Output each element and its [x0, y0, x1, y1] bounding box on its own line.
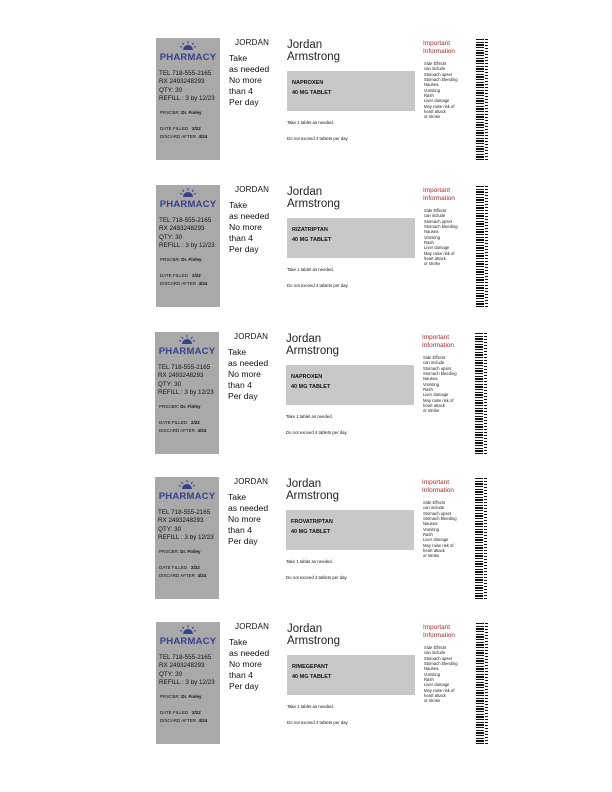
side-effects	[422, 355, 472, 413]
telephone: TEL 718-555-2165	[159, 654, 212, 661]
warning-text: Do not exceed 4 tablets per day.	[287, 720, 349, 725]
pharmacy-logo	[156, 38, 220, 68]
patient-name	[287, 187, 417, 210]
prescriber-name: Dr. Finley	[181, 257, 202, 262]
pharmacy-logo	[155, 332, 219, 362]
pharmacy-logo	[155, 477, 219, 507]
pharmacy-logo	[156, 185, 220, 215]
patient-name	[286, 334, 416, 357]
refill: REFILL : 3 by 12/23	[158, 533, 214, 541]
side-effect-line: can include	[423, 360, 445, 366]
dates	[159, 564, 206, 580]
sun-icon	[180, 41, 196, 50]
telephone: TEL 718-555-2165	[158, 509, 211, 516]
important-line: Important	[423, 624, 450, 631]
drug-name: RIMEGEPANT	[292, 664, 329, 670]
date-filled: 2/22	[191, 273, 201, 278]
direction-text: Take 1 tablet as needed.	[286, 559, 333, 564]
side-effect-line: Rash	[424, 92, 434, 98]
instructions	[229, 200, 284, 255]
warning-text: Do not exceed 4 tablets per day.	[286, 575, 348, 580]
direction-text: Take 1 tablet as needed.	[287, 704, 334, 709]
refill: REFILL : 3 by 12/23	[159, 678, 215, 686]
pharmacy-panel	[155, 332, 219, 454]
prescription-label	[156, 38, 496, 160]
side-effect-line: heart attack	[424, 108, 446, 114]
side-effect-line: Stomach bleeding	[423, 371, 457, 377]
drug-box	[287, 655, 415, 695]
drug-column	[287, 40, 417, 141]
discard-date: 4/24	[197, 428, 207, 433]
side-effect-line: Rash	[423, 386, 433, 392]
dates	[160, 709, 207, 725]
side-effect-line: May raise risk of	[424, 103, 455, 109]
instruction-line: Take	[228, 347, 247, 357]
prescriber	[160, 110, 202, 115]
prescriber-label: PRSCBR:	[160, 694, 181, 699]
date-filled-label: DATE FILLED	[159, 565, 188, 570]
pharmacy-panel	[156, 38, 220, 160]
barcode-icon	[475, 332, 483, 454]
side-effect-line: Nausea	[424, 229, 439, 235]
side-effects	[423, 61, 473, 119]
side-effect-line: Vomiting	[424, 671, 441, 677]
discard-date: 4/24	[198, 134, 208, 139]
side-effect-line: Vomiting	[423, 381, 440, 387]
dates	[159, 419, 206, 435]
prescriber-name: Dr. Finley	[180, 549, 201, 554]
drug-strength: 40 MG TABLET	[292, 674, 332, 680]
prescription-label	[155, 477, 495, 599]
side-effect-line: Stomach bleeding	[423, 516, 457, 522]
side-effect-line: can include	[424, 213, 446, 219]
drug-box	[287, 218, 415, 258]
side-effect-line: Side Effects	[424, 208, 447, 214]
prescriber-name: Dr. Finley	[180, 404, 201, 409]
information-line: Information	[422, 486, 454, 494]
patient-name-first: Jordan	[287, 186, 323, 198]
info-column	[422, 479, 472, 558]
instruction-line: Take	[229, 53, 248, 63]
side-effect-line: heart attack	[423, 402, 445, 408]
direction-text: Take 1 tablet as needed.	[287, 120, 334, 125]
patient-name-first: Jordan	[287, 623, 323, 635]
side-effect-line: Stomach bleeding	[424, 224, 458, 230]
instruction-line: as needed	[228, 358, 269, 368]
barcode-secondary-icon	[485, 622, 488, 744]
side-effect-line: Side Effects	[423, 355, 446, 361]
date-filled-label: DATE FILLED	[160, 273, 189, 278]
side-effect-line: Nausea	[424, 82, 439, 88]
instruction-line: than 4	[229, 86, 253, 96]
drug-box	[287, 71, 415, 111]
info-column	[423, 187, 473, 266]
barcode-icon	[476, 185, 484, 307]
instruction-column	[228, 332, 283, 402]
patient-name	[286, 479, 416, 502]
telephone: TEL 718-555-2165	[158, 364, 211, 371]
side-effect-line: Stomach bleeding	[424, 661, 458, 667]
barcode-secondary-icon	[484, 332, 487, 454]
instruction-line: than 4	[228, 525, 252, 535]
instruction-line: Take	[229, 637, 248, 647]
discard-date: 4/24	[197, 573, 207, 578]
important-line: Important	[423, 40, 450, 47]
dates	[160, 272, 207, 288]
instruction-line: No more	[228, 369, 261, 379]
instruction-line: Per day	[228, 391, 258, 401]
sun-icon	[180, 188, 196, 197]
prescriber-label: PRSCBR:	[159, 549, 180, 554]
patient-first-name: JORDAN	[234, 332, 269, 341]
info-column	[422, 334, 472, 413]
barcode-secondary-icon	[485, 185, 488, 307]
important-line: Important	[422, 334, 449, 341]
prescription-label	[155, 332, 495, 454]
prescriber-label: PRSCBR:	[160, 110, 181, 115]
side-effect-line: can include	[424, 650, 446, 656]
side-effect-line: Liver damage	[424, 245, 450, 251]
patient-name-first: Jordan	[286, 478, 322, 490]
side-effect-line: or stroke	[424, 698, 441, 704]
pharmacy-name: PHARMACY	[158, 346, 216, 357]
quantity: QTY: 30	[158, 380, 182, 388]
dates	[160, 125, 207, 141]
patient-name-first: Jordan	[287, 39, 323, 51]
side-effect-line: May raise risk of	[424, 250, 455, 256]
pharmacy-name: PHARMACY	[158, 491, 216, 502]
side-effect-line: Rash	[423, 531, 433, 537]
side-effect-line: May raise risk of	[424, 687, 455, 693]
barcode-secondary-icon	[484, 477, 487, 599]
quantity: QTY: 30	[159, 670, 183, 678]
instruction-column	[228, 477, 283, 547]
date-filled-label: DATE FILLED	[160, 710, 189, 715]
side-effect-line: Side Effects	[424, 61, 447, 67]
side-effect-line: Stomach upset	[424, 218, 452, 224]
prescriber	[160, 257, 202, 262]
instruction-line: as needed	[229, 211, 270, 221]
discard-label: DISCARD AFTER	[159, 428, 196, 433]
side-effect-line: Liver damage	[424, 98, 450, 104]
pharmacy-panel	[156, 185, 220, 307]
side-effect-line: heart attack	[424, 692, 446, 698]
prescriber-name: Dr. Finley	[181, 110, 202, 115]
instruction-line: No more	[229, 75, 262, 85]
instruction-line: than 4	[229, 670, 253, 680]
instruction-line: Per day	[229, 97, 259, 107]
prescription-label	[156, 622, 496, 744]
info-column	[423, 624, 473, 703]
drug-box	[286, 365, 414, 405]
patient-name	[287, 40, 417, 63]
rx-number: RX 2493248293	[159, 78, 205, 86]
direction-text: Take 1 tablet as needed.	[287, 267, 334, 272]
patient-name	[287, 624, 417, 647]
instruction-column	[229, 38, 284, 108]
instructions	[229, 53, 284, 108]
side-effect-line: Side Effects	[424, 645, 447, 651]
drug-strength: 40 MG TABLET	[292, 90, 332, 96]
important-heading	[423, 40, 473, 55]
refill: REFILL : 3 by 12/23	[159, 94, 215, 102]
information-line: Information	[422, 341, 454, 349]
side-effect-line: Side Effects	[423, 500, 446, 506]
sun-icon	[179, 335, 195, 344]
side-effect-line: heart attack	[424, 255, 446, 261]
quantity: QTY: 30	[159, 86, 183, 94]
patient-name-last: Armstrong	[287, 197, 341, 210]
information-line: Information	[423, 194, 455, 202]
date-filled-label: DATE FILLED	[160, 126, 189, 131]
patient-name-last: Armstrong	[287, 634, 341, 647]
prescriber-label: PRSCBR:	[159, 404, 180, 409]
drug-box	[286, 510, 414, 550]
side-effect-line: Rash	[424, 239, 434, 245]
instruction-line: Per day	[229, 681, 259, 691]
patient-name-last: Armstrong	[286, 489, 340, 502]
quantity: QTY: 30	[158, 525, 182, 533]
rx-number: RX 2493248293	[159, 225, 205, 233]
pharmacy-panel	[155, 477, 219, 599]
side-effects	[422, 500, 472, 558]
side-effect-line: can include	[423, 505, 445, 511]
information-line: Information	[423, 47, 455, 55]
side-effects	[423, 208, 473, 266]
discard-label: DISCARD AFTER	[159, 573, 196, 578]
side-effect-line: Stomach upset	[424, 655, 452, 661]
important-line: Important	[422, 479, 449, 486]
rx-number: RX 2493248293	[158, 517, 204, 525]
side-effects	[423, 645, 473, 703]
side-effect-line: Vomiting	[424, 234, 441, 240]
instruction-line: as needed	[229, 64, 270, 74]
sun-icon	[179, 480, 195, 489]
telephone: TEL 718-555-2165	[159, 217, 212, 224]
info-column	[423, 40, 473, 119]
drug-name: NAPROXEN	[292, 80, 324, 86]
instruction-line: as needed	[229, 648, 270, 658]
rx-number: RX 2493248293	[158, 372, 204, 380]
barcode-secondary-icon	[485, 38, 488, 160]
drug-strength: 40 MG TABLET	[292, 237, 332, 243]
date-filled-label: DATE FILLED	[159, 420, 188, 425]
rx-number: RX 2493248293	[159, 662, 205, 670]
instruction-line: No more	[228, 514, 261, 524]
drug-name: NAPROXEN	[291, 374, 323, 380]
barcode-icon	[475, 477, 483, 599]
drug-column	[286, 479, 416, 580]
side-effect-line: Stomach upset	[423, 365, 451, 371]
patient-first-name: JORDAN	[234, 477, 269, 486]
important-heading	[423, 624, 473, 639]
instruction-line: Take	[229, 200, 248, 210]
drug-name: FROVATRIPTAN	[291, 519, 333, 525]
discard-label: DISCARD AFTER	[160, 718, 197, 723]
drug-strength: 40 MG TABLET	[291, 529, 331, 535]
date-filled: 2/22	[190, 565, 200, 570]
side-effect-line: Nausea	[423, 376, 438, 382]
date-filled: 2/22	[191, 126, 201, 131]
instruction-line: than 4	[229, 233, 253, 243]
side-effect-line: May raise risk of	[423, 542, 454, 548]
side-effect-line: Vomiting	[423, 526, 440, 532]
prescriber	[159, 404, 201, 409]
side-effect-line: Nausea	[424, 666, 439, 672]
telephone: TEL 718-555-2165	[159, 70, 212, 77]
instructions	[228, 492, 283, 547]
patient-name-last: Armstrong	[287, 50, 341, 63]
warning-text: Do not exceed 4 tablets per day.	[287, 136, 349, 141]
barcode-icon	[476, 38, 484, 160]
side-effect-line: or stroke	[423, 553, 440, 559]
instruction-line: Per day	[229, 244, 259, 254]
patient-name-first: Jordan	[286, 333, 322, 345]
discard-label: DISCARD AFTER	[160, 281, 197, 286]
instruction-column	[229, 622, 284, 692]
instruction-line: No more	[229, 659, 262, 669]
instruction-line: than 4	[228, 380, 252, 390]
prescriber-name: Dr. Finley	[181, 694, 202, 699]
drug-column	[286, 334, 416, 435]
prescriber-label: PRSCBR:	[160, 257, 181, 262]
important-heading	[422, 479, 472, 494]
side-effect-line: May raise risk of	[423, 397, 454, 403]
discard-label: DISCARD AFTER	[160, 134, 197, 139]
patient-first-name: JORDAN	[235, 185, 270, 194]
pharmacy-name: PHARMACY	[159, 199, 217, 210]
pharmacy-name: PHARMACY	[159, 52, 217, 63]
instruction-line: No more	[229, 222, 262, 232]
prescriber	[160, 694, 202, 699]
side-effect-line: Stomach upset	[424, 71, 452, 77]
drug-strength: 40 MG TABLET	[291, 384, 331, 390]
discard-date: 4/24	[198, 718, 208, 723]
important-heading	[423, 187, 473, 202]
discard-date: 4/24	[198, 281, 208, 286]
pharmacy-name: PHARMACY	[159, 636, 217, 647]
direction-text: Take 1 tablet as needed.	[286, 414, 333, 419]
instruction-column	[229, 185, 284, 255]
drug-column	[287, 187, 417, 288]
important-line: Important	[423, 187, 450, 194]
instructions	[228, 347, 283, 402]
information-line: Information	[423, 631, 455, 639]
patient-first-name: JORDAN	[235, 622, 270, 631]
drug-name: RIZATRIPTAN	[292, 227, 328, 233]
instructions	[229, 637, 284, 692]
pharmacy-panel	[156, 622, 220, 744]
pharmacy-logo	[156, 622, 220, 652]
refill: REFILL : 3 by 12/23	[158, 388, 214, 396]
patient-first-name: JORDAN	[235, 38, 270, 47]
side-effect-line: Liver damage	[424, 682, 450, 688]
side-effect-line: Vomiting	[424, 87, 441, 93]
barcode-icon	[476, 622, 484, 744]
side-effect-line: can include	[424, 66, 446, 72]
prescription-label	[156, 185, 496, 307]
side-effect-line: or stroke	[424, 261, 441, 267]
warning-text: Do not exceed 4 tablets per day.	[287, 283, 349, 288]
patient-name-last: Armstrong	[286, 344, 340, 357]
side-effect-line: Liver damage	[423, 537, 449, 543]
side-effect-line: Rash	[424, 676, 434, 682]
side-effect-line: or stroke	[423, 408, 440, 414]
instruction-line: Per day	[228, 536, 258, 546]
instruction-line: as needed	[228, 503, 269, 513]
side-effect-line: or stroke	[424, 114, 441, 120]
date-filled: 2/22	[190, 420, 200, 425]
instruction-line: Take	[228, 492, 247, 502]
drug-column	[287, 624, 417, 725]
refill: REFILL : 3 by 12/23	[159, 241, 215, 249]
side-effect-line: heart attack	[423, 547, 445, 553]
side-effect-line: Stomach bleeding	[424, 77, 458, 83]
side-effect-line: Stomach upset	[423, 510, 451, 516]
warning-text: Do not exceed 4 tablets per day.	[286, 430, 348, 435]
sun-icon	[180, 625, 196, 634]
prescriber	[159, 549, 201, 554]
side-effect-line: Liver damage	[423, 392, 449, 398]
side-effect-line: Nausea	[423, 521, 438, 527]
important-heading	[422, 334, 472, 349]
date-filled: 2/22	[191, 710, 201, 715]
quantity: QTY: 30	[159, 233, 183, 241]
